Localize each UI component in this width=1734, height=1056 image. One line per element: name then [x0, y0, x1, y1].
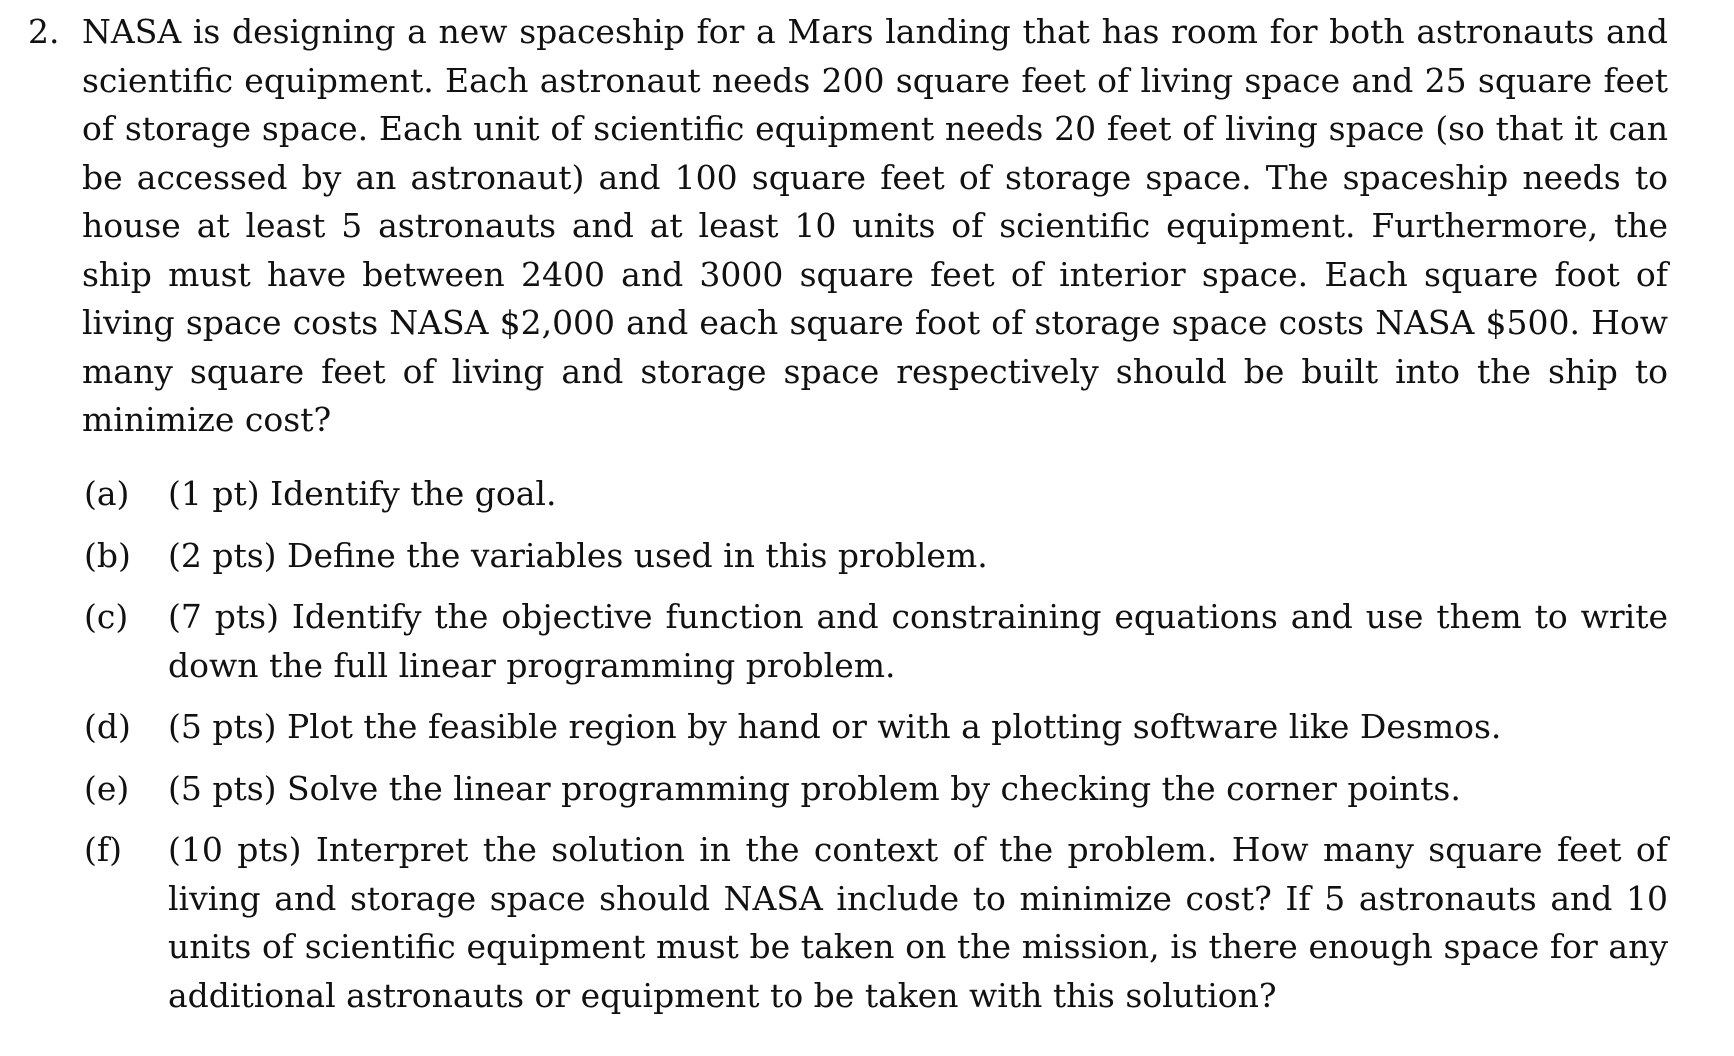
part-text: (7 pts) Identify the objective function and constraining equations and use them to write down the full linear programming problem. [168, 597, 1668, 685]
problem [28, 8, 1668, 445]
part-text: (5 pts) Solve the linear programming problem by checking the corner points. [168, 768, 1461, 808]
part-e [28, 765, 1668, 814]
question-parts-list [28, 470, 1668, 1033]
part-text: (1 pt) Identify the goal. [168, 474, 557, 513]
problem-text: NASA is designing a new spaceship for a Mars landing that has room for both astronauts and scientific equipment. Each astronaut needs 200 square feet of living space and 25 square feet of storage space. Each unit of scientific equipment needs 20 feet of living space (so that it can be accessed by an astronaut) and 100 square feet of storage space. The spaceship needs to house at least 5 astronauts and at least 10 units of scientific equipment. Furthermore, the ship must have between 2400 and 3000 square feet of interior space. Each square foot of living space costs NASA $2,000 and each square foot of storage space costs NASA $500. How many square feet of living and storage space respectively should be built into the ship to minimize cost? [82, 12, 1668, 439]
part-label: (d) [84, 707, 131, 746]
part-f [28, 826, 1668, 1020]
part-a [28, 470, 1668, 519]
part-label: (c) [84, 597, 129, 636]
part-d [28, 703, 1668, 752]
part-label: (e) [84, 768, 130, 808]
part-text: (5 pts) Plot the feasible region by hand or with a plotting software like Desmos. [168, 707, 1502, 746]
part-text: (2 pts) Define the variables used in this problem. [168, 535, 988, 575]
part-text: (10 pts) Interpret the solution in the context of the problem. How many square feet of living and storage space should NASA include to minimize cost? If 5 astronauts and 10 units of scientific equipment must be taken on the mission, is there enough space for any additional astronauts or equipment to be taken with this solution? [168, 830, 1668, 1015]
part-label: (a) [84, 474, 130, 513]
problem-number: 2. [28, 12, 60, 51]
problem-statement [28, 8, 1668, 445]
part-label: (f) [84, 830, 122, 869]
part-c [28, 593, 1668, 690]
part-label: (b) [84, 535, 131, 575]
part-b [28, 532, 1668, 581]
